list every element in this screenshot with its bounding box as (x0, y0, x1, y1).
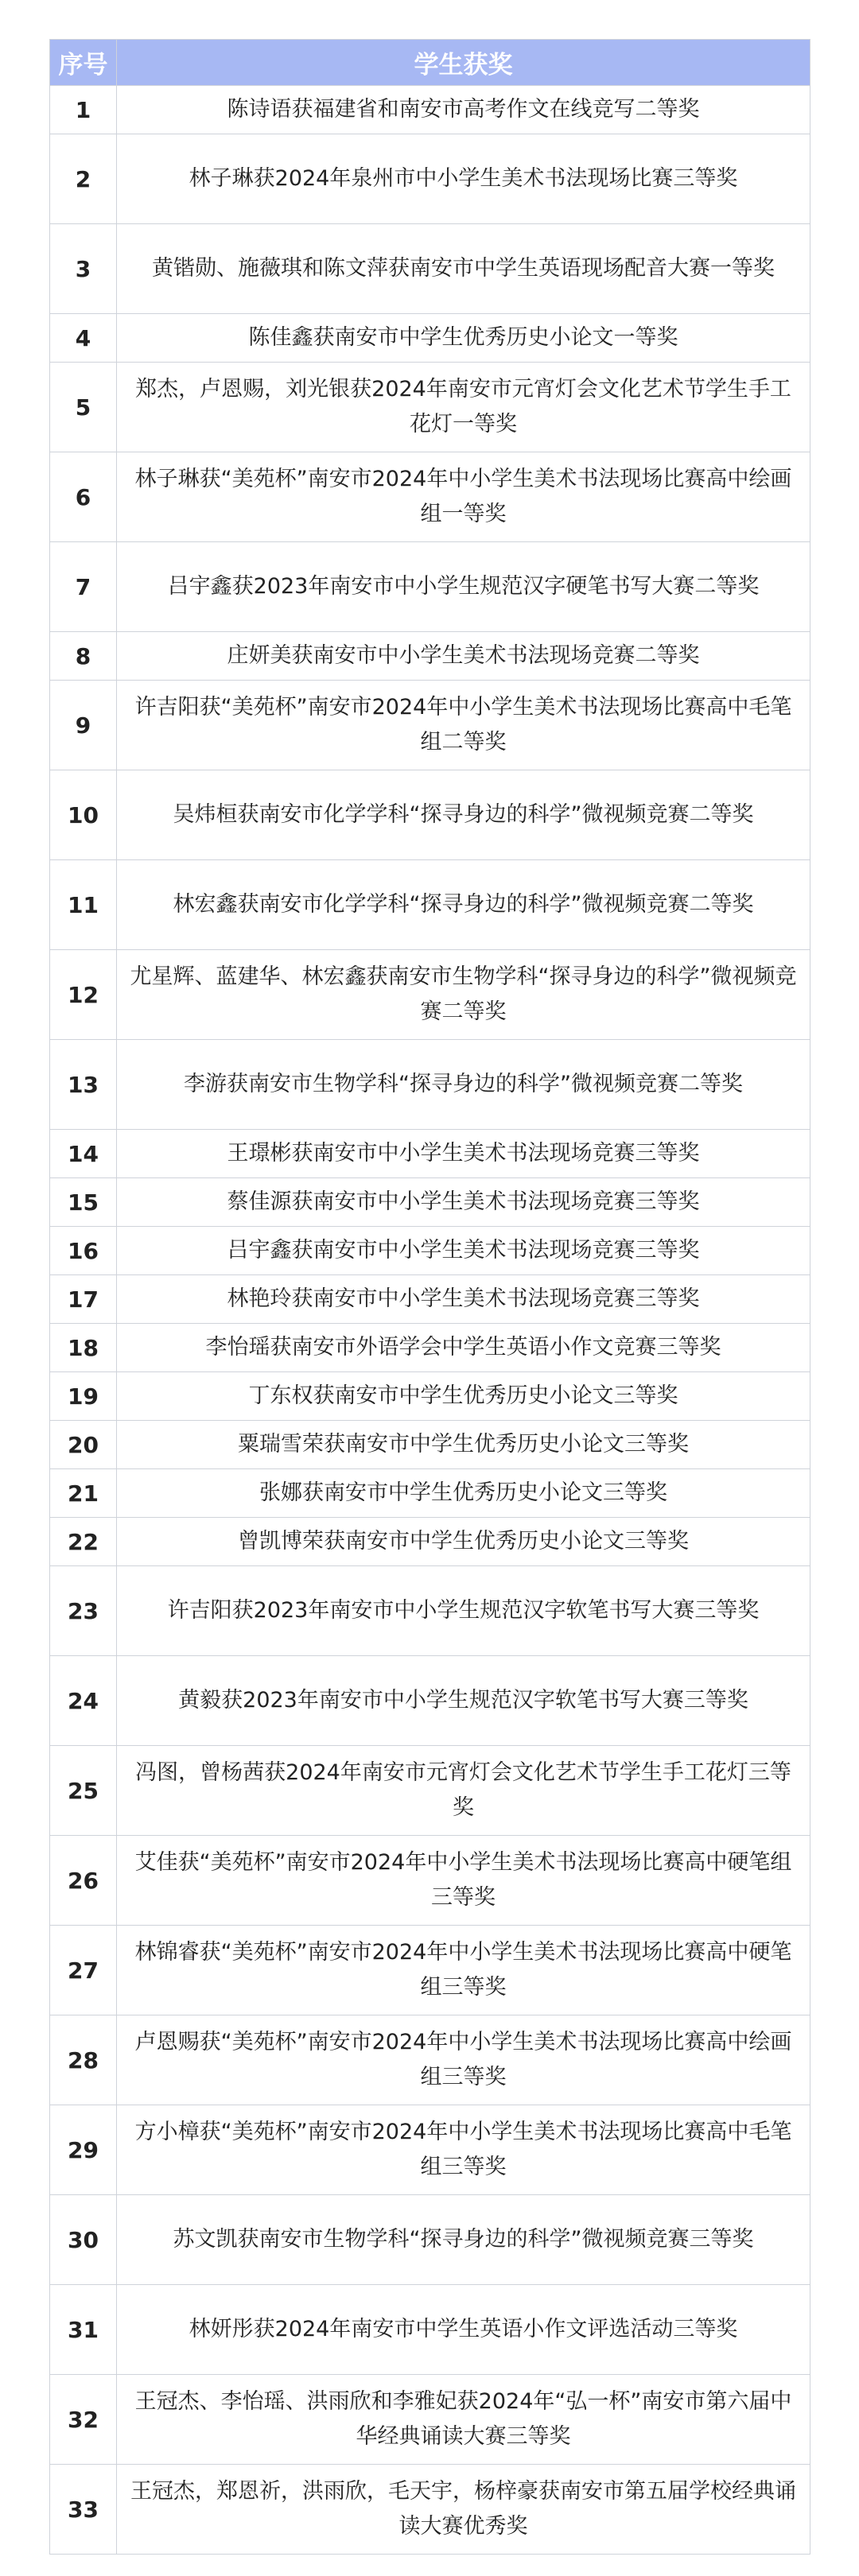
table-row (50, 452, 810, 542)
row-serial-number: 24 (50, 1656, 117, 1746)
table-row (50, 2375, 810, 2465)
table-row (50, 1836, 810, 1926)
row-award-text: 王璟彬获南安市中小学生美术书法现场竞赛三等奖 (117, 1130, 810, 1178)
row-serial-number: 15 (50, 1178, 117, 1227)
row-award-text: 苏文凯获南安市生物学科“探寻身边的科学”微视频竞赛三等奖 (117, 2195, 810, 2285)
row-award-text: 粟瑞雪荣获南安市中学生优秀历史小论文三等奖 (117, 1421, 810, 1469)
row-serial-number: 12 (50, 950, 117, 1040)
row-serial-number: 27 (50, 1926, 117, 2015)
row-serial-number: 1 (50, 86, 117, 134)
row-award-text: 李怡瑶获南安市外语学会中学生英语小作文竞赛三等奖 (117, 1324, 810, 1372)
row-award-text: 郑杰，卢恩赐，刘光银获2024年南安市元宵灯会文化艺术节学生手工花灯一等奖 (117, 363, 810, 452)
row-serial-number: 19 (50, 1372, 117, 1421)
table-row (50, 1926, 810, 2015)
row-serial-number: 6 (50, 452, 117, 542)
table-row (50, 314, 810, 363)
header-serial-number: 序号 (50, 40, 117, 86)
student-awards-table (49, 39, 810, 2555)
row-serial-number: 31 (50, 2285, 117, 2375)
row-serial-number: 16 (50, 1227, 117, 1275)
row-serial-number: 5 (50, 363, 117, 452)
row-award-text: 林艳玲获南安市中小学生美术书法现场竞赛三等奖 (117, 1275, 810, 1324)
row-serial-number: 13 (50, 1040, 117, 1130)
table-row (50, 1275, 810, 1324)
row-serial-number: 17 (50, 1275, 117, 1324)
table-row (50, 1324, 810, 1372)
table-row (50, 2015, 810, 2105)
table-row (50, 1518, 810, 1566)
table-row (50, 1421, 810, 1469)
row-serial-number: 18 (50, 1324, 117, 1372)
row-serial-number: 11 (50, 860, 117, 950)
row-serial-number: 3 (50, 224, 117, 314)
table-row (50, 1372, 810, 1421)
row-serial-number: 30 (50, 2195, 117, 2285)
row-award-text: 黄毅获2023年南安市中小学生规范汉字软笔书写大赛三等奖 (117, 1656, 810, 1746)
row-serial-number: 32 (50, 2375, 117, 2465)
table-row (50, 2195, 810, 2285)
header-student-awards: 学生获奖 (117, 40, 810, 86)
table-row (50, 1469, 810, 1518)
row-award-text: 丁东权获南安市中学生优秀历史小论文三等奖 (117, 1372, 810, 1421)
table-row (50, 2465, 810, 2555)
row-serial-number: 4 (50, 314, 117, 363)
table-row (50, 1656, 810, 1746)
row-award-text: 蔡佳源获南安市中小学生美术书法现场竞赛三等奖 (117, 1178, 810, 1227)
table-header-row (50, 40, 810, 86)
row-serial-number: 22 (50, 1518, 117, 1566)
row-award-text: 张娜获南安市中学生优秀历史小论文三等奖 (117, 1469, 810, 1518)
row-serial-number: 23 (50, 1566, 117, 1656)
row-award-text: 李游获南安市生物学科“探寻身边的科学”微视频竞赛二等奖 (117, 1040, 810, 1130)
row-award-text: 林锦睿获“美苑杯”南安市2024年中小学生美术书法现场比赛高中硬笔组三等奖 (117, 1926, 810, 2015)
row-serial-number: 8 (50, 632, 117, 681)
table-row (50, 1178, 810, 1227)
row-serial-number: 25 (50, 1746, 117, 1836)
row-serial-number: 20 (50, 1421, 117, 1469)
row-award-text: 黄锴勋、施薇琪和陈文萍获南安市中学生英语现场配音大赛一等奖 (117, 224, 810, 314)
table-row (50, 1227, 810, 1275)
table-row (50, 1746, 810, 1836)
row-serial-number: 28 (50, 2015, 117, 2105)
row-award-text: 吕宇鑫获2023年南安市中小学生规范汉字硬笔书写大赛二等奖 (117, 542, 810, 632)
row-award-text: 陈诗语获福建省和南安市高考作文在线竞写二等奖 (117, 86, 810, 134)
row-serial-number: 33 (50, 2465, 117, 2555)
row-award-text: 曾凯博荣获南安市中学生优秀历史小论文三等奖 (117, 1518, 810, 1566)
row-serial-number: 26 (50, 1836, 117, 1926)
table-row (50, 950, 810, 1040)
row-award-text: 王冠杰，郑恩祈，洪雨欣，毛天宇，杨梓豪获南安市第五届学校经典诵读大赛优秀奖 (117, 2465, 810, 2555)
row-award-text: 庄妍美获南安市中小学生美术书法现场竞赛二等奖 (117, 632, 810, 681)
table-row (50, 1566, 810, 1656)
row-award-text: 冯图，曾杨茜获2024年南安市元宵灯会文化艺术节学生手工花灯三等奖 (117, 1746, 810, 1836)
row-serial-number: 14 (50, 1130, 117, 1178)
row-award-text: 陈佳鑫获南安市中学生优秀历史小论文一等奖 (117, 314, 810, 363)
table-row (50, 224, 810, 314)
table-row (50, 2105, 810, 2195)
row-serial-number: 9 (50, 681, 117, 770)
table-row (50, 632, 810, 681)
table-row (50, 134, 810, 224)
row-award-text: 卢恩赐获“美苑杯”南安市2024年中小学生美术书法现场比赛高中绘画组三等奖 (117, 2015, 810, 2105)
table-row (50, 1130, 810, 1178)
row-award-text: 许吉阳获2023年南安市中小学生规范汉字软笔书写大赛三等奖 (117, 1566, 810, 1656)
table-row (50, 770, 810, 860)
row-award-text: 艾佳获“美苑杯”南安市2024年中小学生美术书法现场比赛高中硬笔组三等奖 (117, 1836, 810, 1926)
row-award-text: 林子琳获“美苑杯”南安市2024年中小学生美术书法现场比赛高中绘画组一等奖 (117, 452, 810, 542)
row-serial-number: 10 (50, 770, 117, 860)
awards-table-container (49, 39, 810, 2555)
row-serial-number: 29 (50, 2105, 117, 2195)
row-award-text: 尤星辉、蓝建华、林宏鑫获南安市生物学科“探寻身边的科学”微视频竞赛二等奖 (117, 950, 810, 1040)
table-row (50, 860, 810, 950)
row-award-text: 林子琳获2024年泉州市中小学生美术书法现场比赛三等奖 (117, 134, 810, 224)
table-row (50, 681, 810, 770)
row-award-text: 吴炜桓获南安市化学学科“探寻身边的科学”微视频竞赛二等奖 (117, 770, 810, 860)
row-award-text: 王冠杰、李怡瑶、洪雨欣和李雅妃获2024年“弘一杯”南安市第六届中华经典诵读大赛三等奖 (117, 2375, 810, 2465)
table-row (50, 2285, 810, 2375)
row-serial-number: 21 (50, 1469, 117, 1518)
row-award-text: 林妍彤获2024年南安市中学生英语小作文评选活动三等奖 (117, 2285, 810, 2375)
row-award-text: 方小樟获“美苑杯”南安市2024年中小学生美术书法现场比赛高中毛笔组三等奖 (117, 2105, 810, 2195)
row-award-text: 林宏鑫获南安市化学学科“探寻身边的科学”微视频竞赛二等奖 (117, 860, 810, 950)
row-award-text: 吕宇鑫获南安市中小学生美术书法现场竞赛三等奖 (117, 1227, 810, 1275)
table-row (50, 542, 810, 632)
row-serial-number: 2 (50, 134, 117, 224)
table-row (50, 1040, 810, 1130)
table-body (50, 86, 810, 2555)
row-award-text: 许吉阳获“美苑杯”南安市2024年中小学生美术书法现场比赛高中毛笔组二等奖 (117, 681, 810, 770)
table-row (50, 86, 810, 134)
table-row (50, 363, 810, 452)
row-serial-number: 7 (50, 542, 117, 632)
